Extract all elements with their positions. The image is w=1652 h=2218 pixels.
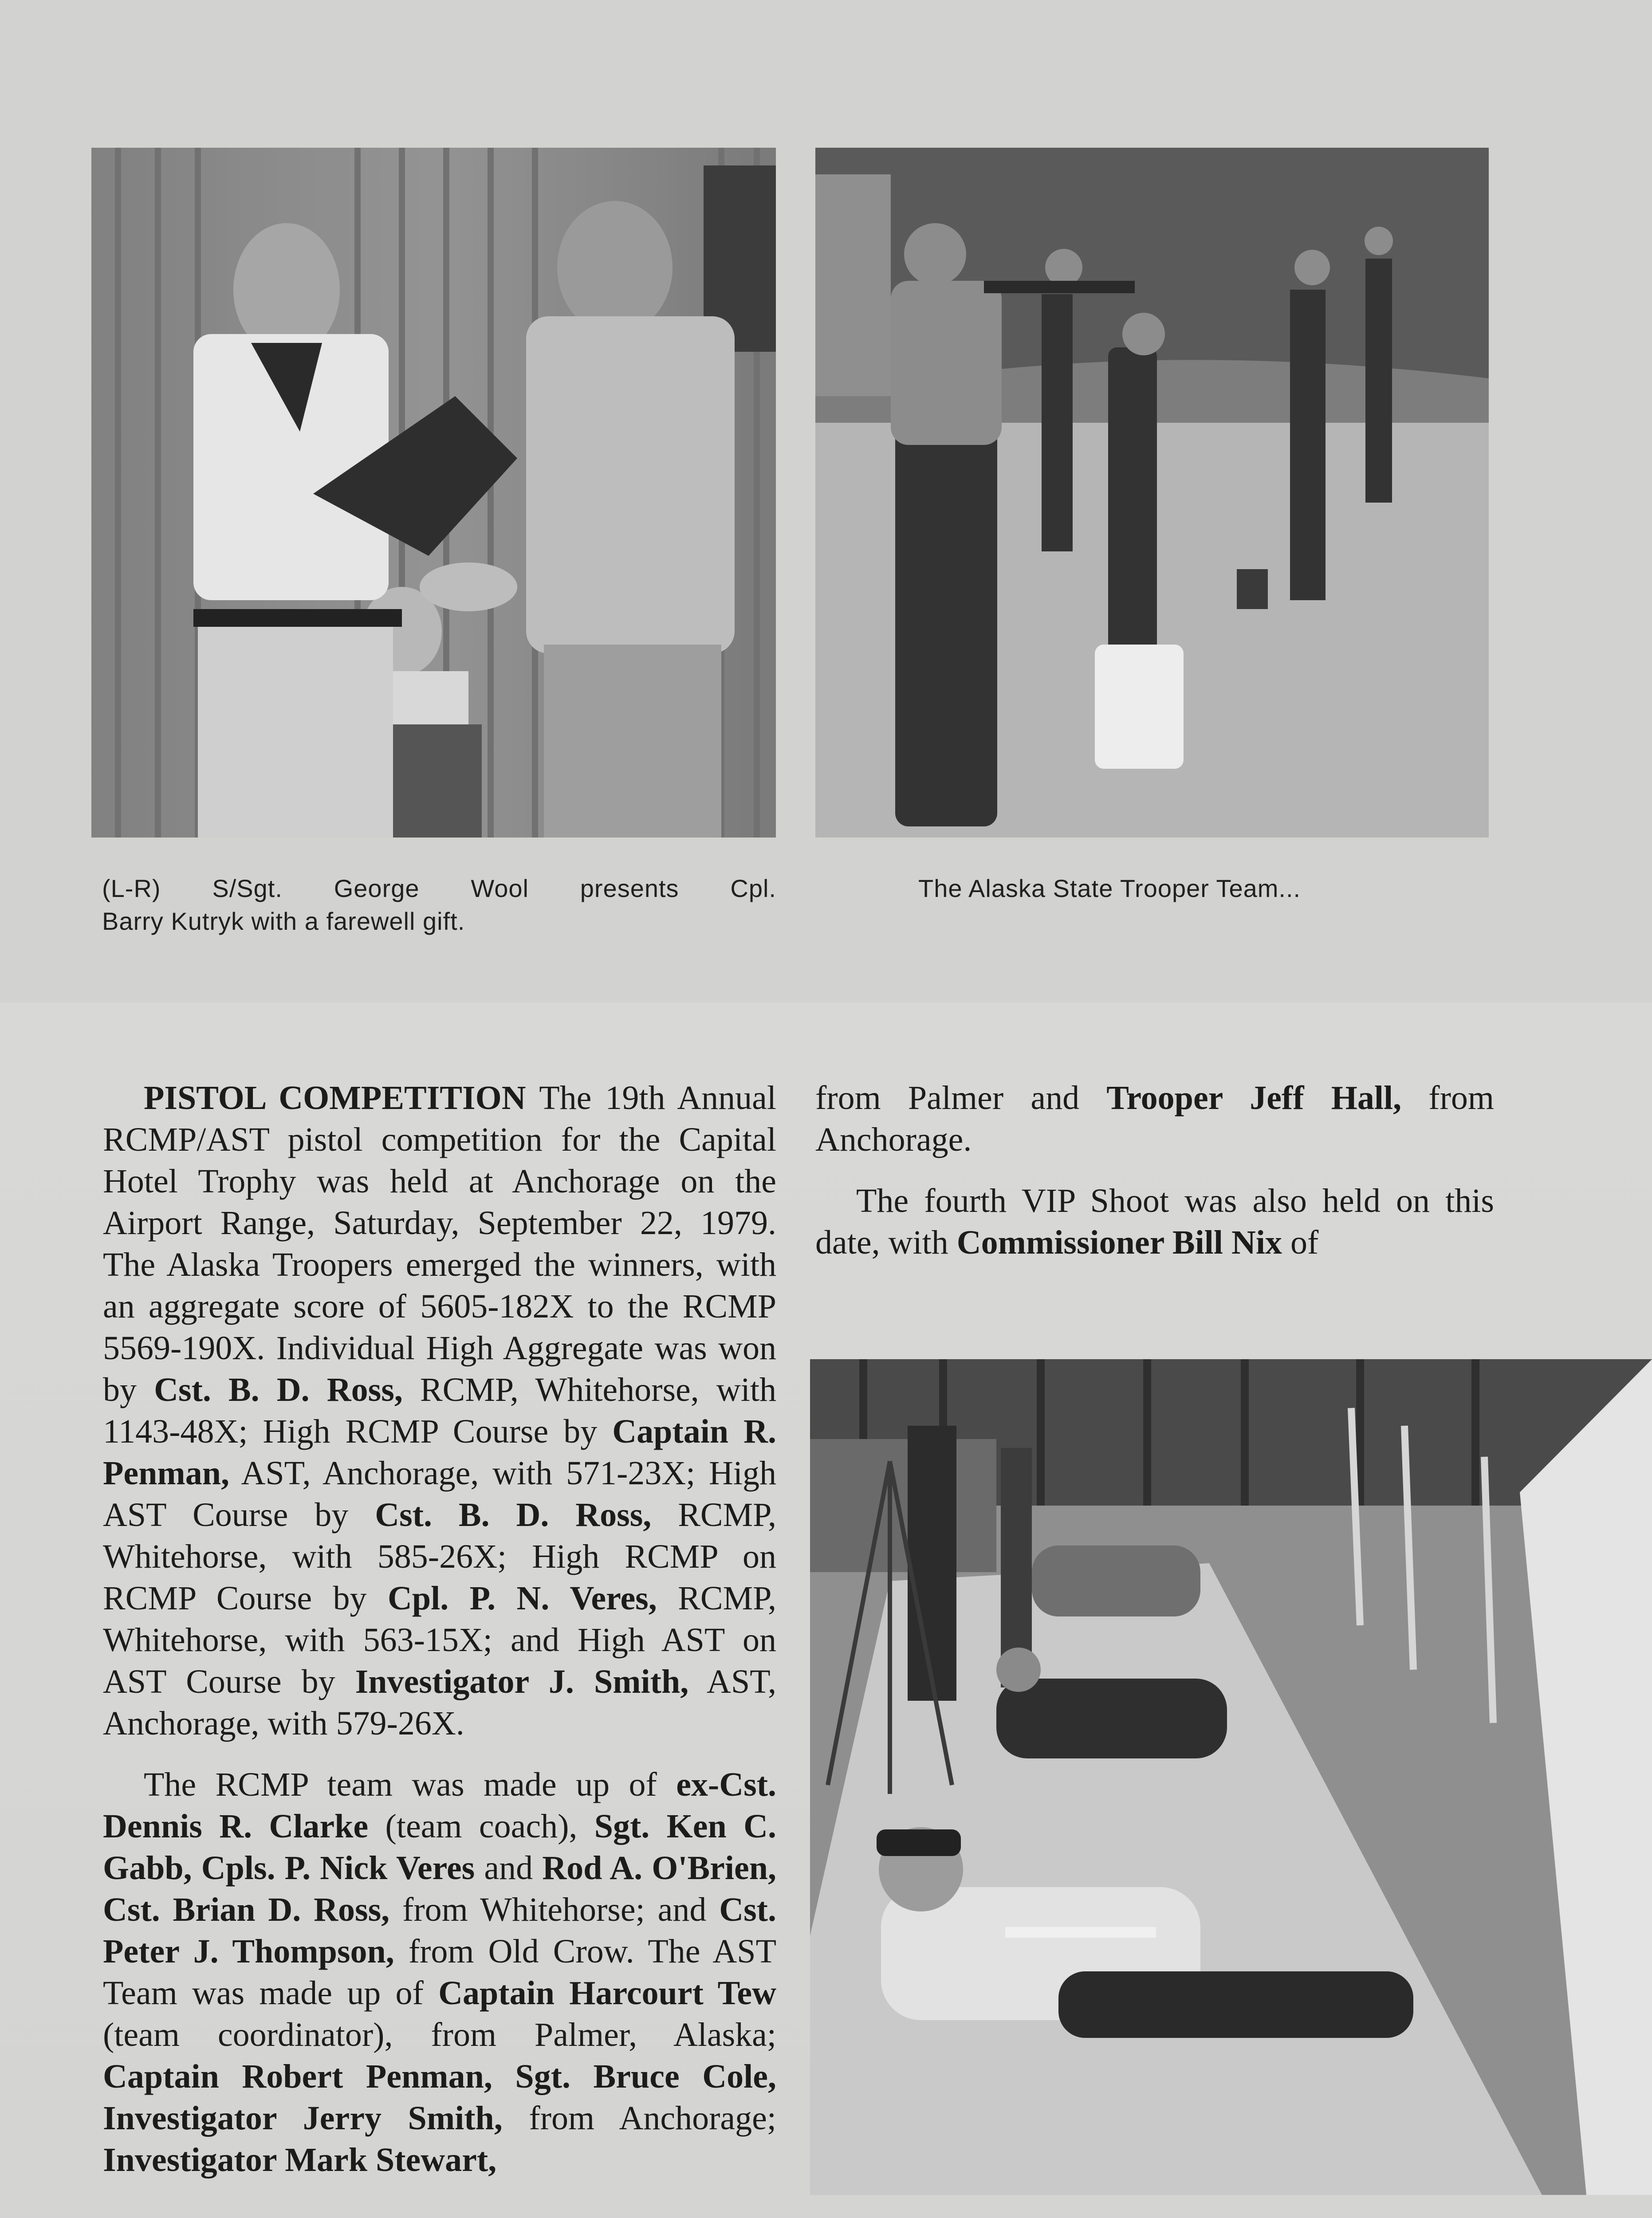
article-paragraph-teams [103, 1764, 776, 2181]
text-run: AST, Anchorage, with 571-23X; High AST Course by [103, 1455, 776, 1534]
photo-presentation-image [91, 148, 776, 838]
bold-name: Captain Harcourt Tew [438, 1974, 776, 2012]
text-run: The fourth VIP Shoot was also held on this date, with [815, 1182, 1494, 1261]
paragraph-text [815, 1182, 1494, 1261]
bold-name: Cpl. P. N. Veres, [387, 1580, 657, 1617]
text-run: (team coordinator), from Palmer, Alaska; [103, 2016, 776, 2053]
photo-presentation [91, 148, 776, 838]
caption-word: presents [580, 874, 679, 902]
paragraph-text [103, 1079, 776, 1742]
photo-rcmp-firing-line-image [810, 1359, 1652, 2195]
text-run: of [1282, 1224, 1319, 1261]
caption-trooper-team: The Alaska State Trooper Team... [918, 874, 1301, 902]
article-paragraph-vip-shoot [815, 1180, 1494, 1263]
text-run: and [475, 1849, 543, 1887]
paragraph-text [103, 1766, 776, 2179]
bold-name: ex-Cst. Dennis R. Clarke [103, 1766, 776, 1845]
text-run: RCMP, Whitehorse, with 585-26X; High RCMP on RCMP Course by [103, 1496, 776, 1617]
bold-name: Trooper Jeff Hall, [1106, 1079, 1402, 1117]
caption-word: S/Sgt. [212, 874, 283, 902]
bold-name: Cst. B. D. Ross, [375, 1496, 652, 1534]
text-run: (team coach), [368, 1808, 594, 1845]
caption-word: Cpl. [730, 874, 776, 902]
caption-word: (L-R) [102, 874, 161, 902]
caption-word: George [334, 874, 420, 902]
bold-name: Cst. Peter J. Thompson, [103, 1891, 776, 1970]
caption-presentation-line2: Barry Kutryk with a farewell gift. [102, 907, 465, 935]
bold-name: Investigator Mark Stewart, [103, 2141, 497, 2179]
text-run: The RCMP team was made up of [144, 1766, 677, 1803]
photo-trooper-team-image [815, 148, 1489, 838]
bold-name: PISTOL COMPETITION [144, 1079, 526, 1117]
text-run: from Anchorage; [502, 2100, 776, 2137]
paragraph-text [815, 1079, 1494, 1158]
text-run: RCMP, Whitehorse, with 1143-48X; High RCMP Course by [103, 1371, 777, 1450]
caption-presentation-line1 [102, 872, 776, 905]
text-run: from Anchorage. [815, 1079, 1495, 1158]
bold-name: Rod A. O'Brien, Cst. Brian D. Ross, [103, 1849, 776, 1928]
bold-name: Captain R. Penman, [103, 1413, 777, 1492]
caption-presentation [102, 872, 776, 938]
bold-name: Investigator J. Smith, [355, 1663, 689, 1700]
article-column-left [103, 1077, 776, 2181]
text-run: AST, Anchorage, with 579-26X. [103, 1663, 776, 1742]
text-run: from Palmer and [815, 1079, 1107, 1117]
photo-trooper-team [815, 148, 1489, 838]
text-run: The 19th Annual RCMP/AST pistol competition for the Capital Hotel Trophy was held at Anchorage on the Airport Range, Saturday, September 22, 1979. The Alaska Troopers emerged the winners, with an aggregate score of 5605-182X to the RCMP 5569-190X. Individual High Aggregate was won by [103, 1079, 776, 1408]
text-run: RCMP, Whitehorse, with 563-15X; and High AST on AST Course by [103, 1580, 776, 1700]
article-paragraph-continuation [815, 1077, 1494, 1160]
article-paragraph-competition [103, 1077, 776, 1744]
bold-name: Captain Robert Penman, Sgt. Bruce Cole, Investigator Jerry Smith, [103, 2058, 776, 2137]
bold-name: Sgt. Ken C. Gabb, Cpls. P. Nick Veres [103, 1808, 777, 1887]
article-column-right [815, 1077, 1494, 1263]
text-run: from Old Crow. The AST Team was made up of [103, 1933, 776, 2012]
text-run: from Whitehorse; and [389, 1891, 720, 1928]
bold-name: Commissioner Bill Nix [956, 1224, 1282, 1261]
photo-rcmp-firing-line [810, 1359, 1652, 2195]
bold-name: Cst. B. D. Ross, [154, 1371, 403, 1408]
caption-word: Wool [471, 874, 529, 902]
